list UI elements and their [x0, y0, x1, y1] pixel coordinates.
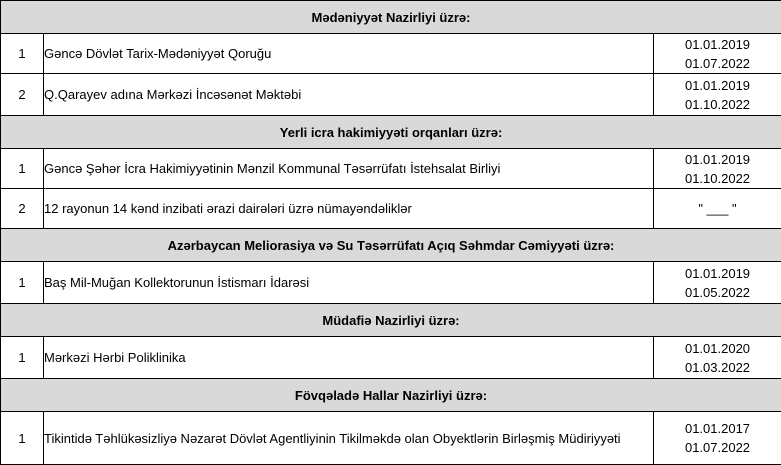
table-row — [1, 34, 781, 74]
start-date: 01.01.2019 — [654, 35, 781, 54]
table-row — [1, 337, 781, 379]
section-header-row — [1, 379, 781, 412]
row-number: 1 — [1, 412, 44, 465]
row-number: 1 — [1, 149, 44, 189]
row-number: 1 — [1, 337, 44, 379]
organization-name: 12 rayonun 14 kənd inzibati ərazi dairələri üzrə nümayəndəliklər — [44, 189, 654, 229]
end-date: 01.10.2022 — [654, 169, 781, 188]
end-date: 01.07.2022 — [654, 54, 781, 73]
end-date: 01.07.2022 — [654, 438, 781, 457]
section-header-row — [1, 229, 781, 262]
end-date: 01.05.2022 — [654, 283, 781, 302]
organization-name: Gəncə Dövlət Tarix-Mədəniyyət Qoruğu — [44, 34, 654, 74]
date-cell — [654, 74, 781, 116]
organization-name: Mərkəzi Hərbi Poliklinika — [44, 337, 654, 379]
section-title: Yerli icra hakimiyyəti orqanları üzrə: — [1, 116, 781, 149]
section-header-row — [1, 116, 781, 149]
table-row — [1, 189, 781, 229]
date-cell — [654, 412, 781, 465]
section-header-row — [1, 304, 781, 337]
row-number: 1 — [1, 262, 44, 304]
date-cell — [654, 149, 781, 189]
date-cell — [654, 337, 781, 379]
organization-name: Gəncə Şəhər İcra Hakimiyyətinin Mənzil Kommunal Təsərrüfatı İstehsalat Birliyi — [44, 149, 654, 189]
start-date: 01.01.2017 — [654, 419, 781, 438]
end-date: 01.03.2022 — [654, 358, 781, 377]
table-row — [1, 149, 781, 189]
start-date: 01.01.2020 — [654, 339, 781, 358]
start-date: 01.01.2019 — [654, 150, 781, 169]
date-cell — [654, 34, 781, 74]
start-date: 01.01.2019 — [654, 264, 781, 283]
organization-name: Q.Qarayev adına Mərkəzi İncəsənət Məktəbi — [44, 74, 654, 116]
section-title: Mədəniyyət Nazirliyi üzrə: — [1, 1, 781, 34]
row-number: 2 — [1, 189, 44, 229]
section-header-row — [1, 1, 781, 34]
organization-name: Tikintidə Təhlükəsizliyə Nəzarət Dövlət Agentliyinin Tikilməkdə olan Obyektlərin Birləşmiş Müdiriyyəti — [44, 412, 654, 465]
table-row — [1, 262, 781, 304]
same-as-above-mark: " ___ " — [654, 189, 781, 229]
table-row — [1, 74, 781, 116]
start-date: 01.01.2019 — [654, 76, 781, 95]
section-title: Azərbaycan Meliorasiya və Su Təsərrüfatı Açıq Səhmdar Cəmiyyəti üzrə: — [1, 229, 781, 262]
section-title: Müdafiə Nazirliyi üzrə: — [1, 304, 781, 337]
date-cell — [654, 262, 781, 304]
end-date: 01.10.2022 — [654, 95, 781, 114]
table-row — [1, 412, 781, 465]
organization-name: Baş Mil-Muğan Kollektorunun İstismarı İdarəsi — [44, 262, 654, 304]
section-title: Fövqəladə Hallar Nazirliyi üzrə: — [1, 379, 781, 412]
row-number: 2 — [1, 74, 44, 116]
row-number: 1 — [1, 34, 44, 74]
